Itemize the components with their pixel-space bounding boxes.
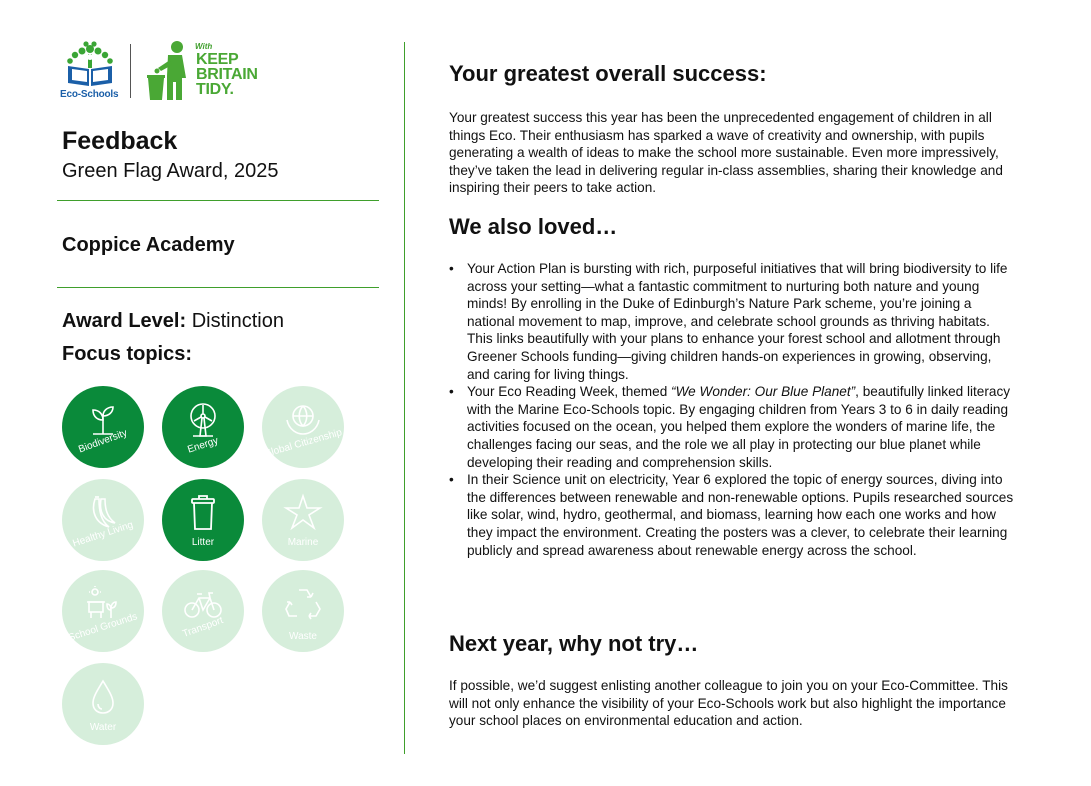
topic-label: Water xyxy=(89,722,117,733)
success-text: Your greatest success this year has been the unprecedented engagement of children in all things Eco. Their enthusiasm has sparked a wave of creativity and ownership, with pupils generating a wealth of ideas to make the school more sustainable. Even more impressively, they’ve taken the lead in delivering regular in-class assemblies, sharing their knowledge and inspiring their peers to take action. xyxy=(449,110,1003,196)
topic-transport xyxy=(162,570,244,652)
award-level xyxy=(62,310,284,333)
list-item xyxy=(449,383,1014,471)
section-divider xyxy=(57,287,379,288)
list-item xyxy=(449,260,1014,383)
topic-global-citizenship xyxy=(262,386,344,468)
loved-heading: We also loved… xyxy=(449,214,618,239)
kbt-line: KEEP xyxy=(196,51,239,68)
topic-energy xyxy=(162,386,244,468)
list-item xyxy=(449,471,1014,559)
school-name: Coppice Academy xyxy=(62,234,235,256)
topic-label: Marine xyxy=(287,537,319,548)
loved-bullet-2-title: “We Wonder: Our Blue Planet” xyxy=(671,384,856,400)
topic-biodiversity xyxy=(62,386,144,468)
focus-topics-label: Focus topics: xyxy=(62,343,193,365)
kbt-with-text: With xyxy=(195,42,213,51)
column-divider xyxy=(404,42,405,754)
kbt-line: BRITAIN xyxy=(196,66,258,83)
section-divider xyxy=(57,200,379,201)
loved-bullet-2-post: , beautifully linked literacy with the Marine Eco-Schools topic. By engaging children from Years 3 to 6 in daily reading activities focused on the ocean, you helped them explore the wonders of marine life, the challenges facing our seas, and the role we all play in protecting our blue planet while developing their reading and comprehension skills. xyxy=(467,384,1011,470)
bin-icon xyxy=(183,493,223,533)
feedback-subtitle: Green Flag Award, 2025 xyxy=(62,160,279,182)
topic-healthy-living xyxy=(62,479,144,561)
loved-bullet-2-pre: Your Eco Reading Week, themed xyxy=(467,384,672,400)
starfish-icon xyxy=(283,493,323,533)
keep-britain-tidy-figure-icon xyxy=(146,40,196,102)
keep-britain-tidy-wordmark xyxy=(196,52,258,97)
topic-label: Transport xyxy=(181,615,225,640)
topic-marine xyxy=(262,479,344,561)
topic-water xyxy=(62,663,144,745)
next-heading: Next year, why not try… xyxy=(449,631,699,656)
logo-divider xyxy=(130,44,131,98)
topic-label: Biodiversity xyxy=(77,427,129,456)
topic-label: School Grounds xyxy=(67,611,139,644)
feedback-title: Feedback xyxy=(62,127,178,155)
logos xyxy=(60,40,300,104)
award-level-value: Distinction xyxy=(191,310,284,332)
eco-schools-caption: Eco-Schools xyxy=(60,89,119,100)
next-text: If possible, we’d suggest enlisting another colleague to join you on your Eco-Committee. This will not only enhance the visibility of your Eco-Schools work but also highlight the importance your school places on environmental education and action. xyxy=(449,678,1008,729)
topic-label: Global Citizenship xyxy=(262,427,344,460)
topic-litter xyxy=(162,479,244,561)
topic-label: Waste xyxy=(289,631,317,642)
topic-waste xyxy=(262,570,344,652)
eco-schools-logo xyxy=(60,40,120,102)
loved-bullet-1: Your Action Plan is bursting with rich, purposeful initiatives that will bring biodiversity to life across your setting—what a fantastic commitment to nurturing both nature and young minds! By enrolling in the Duke of Edinburgh’s Nature Park scheme, you’re joining a national movement to map, improve, and celebrate school grounds as thriving habitats. This links beautifully with your plans to enhance your forest school and allotment through Greener Schools funding—giving children hands-on experiences in growing, observing, and caring for living things. xyxy=(467,261,1008,382)
topic-school-grounds xyxy=(62,570,144,652)
water-drop-icon xyxy=(83,677,123,717)
success-heading: Your greatest overall success: xyxy=(449,61,767,86)
loved-bullet-3: In their Science unit on electricity, Year 6 explored the topic of energy sources, diving into the differences between renewable and non-renewable options. Pupils researched sources like solar, wind, hydro, geothermal, and biomass, learning how each one works and how they impact the environment. Creating the posters was a clever, to celebrate their learning publicly and spread awareness about renewable energy across the school. xyxy=(467,472,1014,558)
topic-label: Litter xyxy=(191,537,215,548)
award-level-label: Award Level: xyxy=(62,310,187,332)
recycle-icon xyxy=(283,584,323,624)
topic-label: Energy xyxy=(186,435,220,456)
topic-label: Healthy Living xyxy=(71,519,135,550)
loved-list xyxy=(449,260,1014,559)
kbt-line: TIDY. xyxy=(196,81,234,98)
